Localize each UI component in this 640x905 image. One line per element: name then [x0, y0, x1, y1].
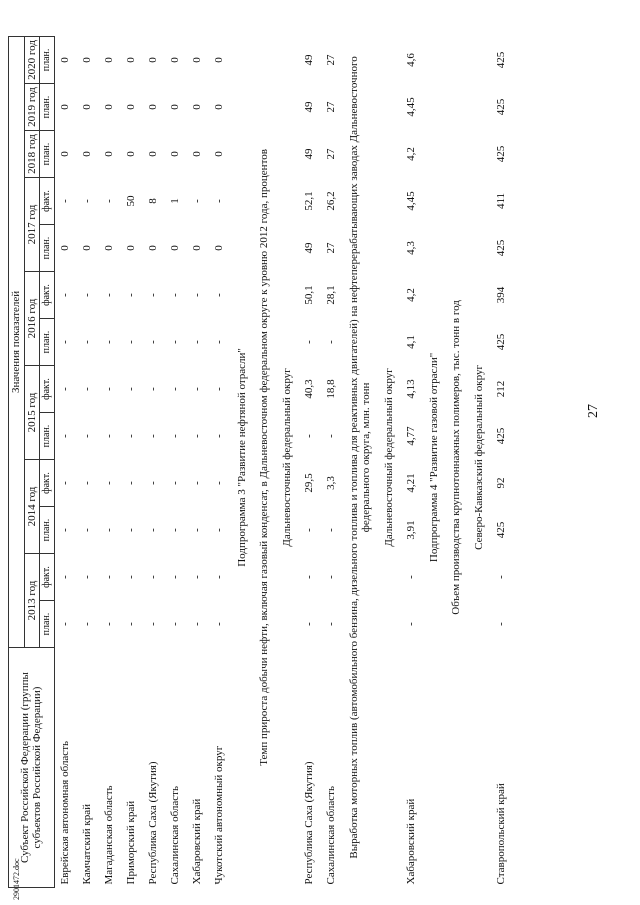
region-name: Республика Саха (Якутия) — [303, 761, 316, 885]
value-cell: - — [495, 622, 508, 626]
value-cell: - — [169, 481, 182, 485]
value-cell: 0 — [147, 151, 160, 157]
region-name: Ставропольский край — [495, 783, 508, 885]
table-row — [299, 27, 321, 887]
value-cell: - — [81, 340, 94, 344]
value-cell: - — [325, 340, 338, 344]
value-cell: - — [325, 575, 338, 579]
value-cell: 4,21 — [405, 473, 418, 493]
value-cell: - — [59, 199, 72, 203]
value-cell: - — [59, 387, 72, 391]
value-cell: - — [103, 434, 116, 438]
value-cell: - — [103, 622, 116, 626]
value-cell: - — [103, 199, 116, 203]
value-cell: 0 — [125, 57, 138, 63]
value-cell: - — [405, 575, 418, 579]
value-cell: - — [191, 481, 204, 485]
value-cell: - — [81, 528, 94, 532]
value-cell: - — [169, 528, 182, 532]
section-heading: Подпрограмма 3 "Развитие нефтяной отрасли" — [235, 348, 248, 567]
value-cell: - — [191, 434, 204, 438]
value-cell: - — [405, 622, 418, 626]
value-cell: - — [147, 575, 160, 579]
value-cell: - — [303, 434, 316, 438]
value-cell: - — [191, 293, 204, 297]
value-cell: 28,1 — [325, 285, 338, 305]
value-cell: - — [103, 293, 116, 297]
value-cell: - — [59, 434, 72, 438]
table-row — [143, 27, 165, 887]
value-cell: 4,77 — [405, 426, 418, 446]
value-cell: 0 — [213, 57, 226, 63]
plan-header: план. — [40, 225, 55, 272]
value-cell: 0 — [103, 57, 116, 63]
value-cell: - — [325, 622, 338, 626]
value-cell: 27 — [325, 54, 338, 66]
section-heading: Северо-Кавказский федеральный округ — [472, 364, 485, 550]
value-cell: 4,1 — [405, 335, 418, 349]
value-cell: - — [191, 199, 204, 203]
year-header: 2014 год — [24, 460, 40, 554]
value-cell: 0 — [147, 245, 160, 251]
value-cell: 4,2 — [405, 147, 418, 161]
year-header: 2018 год — [24, 131, 40, 178]
value-cell: 3,91 — [405, 520, 418, 540]
value-cell: 0 — [59, 151, 72, 157]
value-cell: - — [169, 293, 182, 297]
plan-header: план. — [40, 319, 55, 366]
value-cell: 0 — [81, 151, 94, 157]
section-heading: Объем производства крупнотоннажных полимеров, тыс. тонн в год — [450, 300, 463, 615]
value-cell: 49 — [303, 242, 316, 254]
table-row — [401, 27, 423, 887]
plan-header: план. — [40, 413, 55, 460]
value-cell: - — [81, 434, 94, 438]
value-cell: - — [213, 199, 226, 203]
year-header: 2016 год — [24, 272, 40, 366]
value-cell: - — [169, 622, 182, 626]
value-cell: - — [169, 387, 182, 391]
value-cell: - — [213, 528, 226, 532]
value-cell: - — [59, 340, 72, 344]
value-cell: 425 — [495, 333, 508, 351]
value-cell: - — [213, 340, 226, 344]
year-header: 2013 год — [24, 554, 40, 648]
value-cell: 4,6 — [405, 53, 418, 67]
value-cell: - — [303, 528, 316, 532]
value-cell: 4,45 — [405, 97, 418, 117]
table-row — [165, 27, 187, 887]
value-cell: - — [169, 434, 182, 438]
page-number: 27 — [586, 404, 601, 418]
value-cell: - — [325, 434, 338, 438]
value-cell: - — [303, 340, 316, 344]
year-header: 2019 год — [24, 84, 40, 131]
value-cell: 49 — [303, 101, 316, 113]
value-cell: 425 — [495, 521, 508, 539]
section-heading: Выработка моторных топлив (автомобильного бензина, дизельного топлива и топлива для реактивных двигателей) на нефтеперерабатывающих заводах Дальневосточного федерального округа, млн. тонн — [347, 56, 373, 859]
value-cell: - — [191, 622, 204, 626]
table-row — [99, 27, 121, 887]
value-cell: - — [147, 481, 160, 485]
value-cell: - — [81, 622, 94, 626]
region-name: Хабаровский край — [405, 798, 418, 885]
value-cell: 0 — [191, 151, 204, 157]
section-heading: Темп прироста добычи нефти, включая газовый конденсат, в Дальневосточном федеральном округе к уровню 2012 года, процентов — [258, 149, 271, 766]
value-cell: 425 — [495, 427, 508, 445]
value-cell: 4,13 — [405, 379, 418, 399]
indicators-table — [8, 27, 513, 888]
table-row — [491, 27, 513, 887]
value-cell: - — [59, 622, 72, 626]
values-group-header: Значения показателей — [9, 36, 25, 647]
value-cell: - — [81, 387, 94, 391]
section-heading: Подпрограмма 4 "Развитие газовой отрасли" — [427, 352, 440, 563]
value-cell: 425 — [495, 239, 508, 257]
value-cell: - — [213, 622, 226, 626]
section-heading: Дальневосточный федеральный округ — [382, 368, 395, 547]
value-cell: 0 — [81, 104, 94, 110]
value-cell: 0 — [147, 57, 160, 63]
plan-header: план. — [40, 601, 55, 648]
value-cell: - — [147, 340, 160, 344]
value-cell: 0 — [125, 104, 138, 110]
value-cell: 52,1 — [303, 191, 316, 211]
value-cell: 49 — [303, 54, 316, 66]
year-header: 2017 год — [24, 178, 40, 272]
value-cell: 0 — [191, 245, 204, 251]
value-cell: - — [81, 293, 94, 297]
fact-header: факт. — [40, 460, 55, 507]
value-cell: 411 — [495, 192, 508, 210]
plan-header: план. — [40, 36, 55, 83]
value-cell: 425 — [495, 98, 508, 116]
region-name: Еврейская автономная область — [59, 740, 72, 885]
region-name: Сахалинская область — [169, 786, 182, 885]
value-cell: - — [125, 387, 138, 391]
fact-header: факт. — [40, 366, 55, 413]
value-cell: - — [59, 293, 72, 297]
value-cell: - — [147, 387, 160, 391]
value-cell: 27 — [325, 101, 338, 113]
value-cell: - — [103, 481, 116, 485]
value-cell: - — [81, 199, 94, 203]
value-cell: 425 — [495, 51, 508, 69]
value-cell: 0 — [169, 57, 182, 63]
value-cell: - — [169, 575, 182, 579]
table-row — [321, 27, 343, 887]
subject-column-header: Субъект Российской Федерации (группы субъектов Российской Федерации) — [9, 648, 55, 888]
value-cell: - — [103, 387, 116, 391]
value-cell: 0 — [213, 151, 226, 157]
value-cell: - — [103, 340, 116, 344]
value-cell: 0 — [169, 151, 182, 157]
table-row — [209, 27, 231, 887]
value-cell: - — [213, 481, 226, 485]
value-cell: - — [125, 481, 138, 485]
plan-header: план. — [40, 131, 55, 178]
value-cell: 29,5 — [303, 473, 316, 493]
value-cell: - — [147, 434, 160, 438]
value-cell: - — [125, 293, 138, 297]
table-row — [187, 27, 209, 887]
value-cell: - — [81, 575, 94, 579]
value-cell: - — [59, 528, 72, 532]
region-name: Хабаровский край — [191, 798, 204, 885]
value-cell: 0 — [213, 245, 226, 251]
value-cell: 0 — [191, 57, 204, 63]
region-name: Сахалинская область — [325, 786, 338, 885]
value-cell: 0 — [213, 104, 226, 110]
footer-doc-code: 2901472.doc — [12, 858, 21, 900]
value-cell: - — [103, 528, 116, 532]
year-header: 2020 год — [24, 36, 40, 83]
value-cell: 3,3 — [325, 476, 338, 490]
value-cell: - — [191, 340, 204, 344]
value-cell: 0 — [125, 151, 138, 157]
value-cell: 27 — [325, 148, 338, 160]
value-cell: - — [147, 528, 160, 532]
value-cell: 0 — [59, 57, 72, 63]
value-cell: 0 — [147, 104, 160, 110]
fact-header: факт. — [40, 272, 55, 319]
value-cell: - — [213, 387, 226, 391]
value-cell: 4,2 — [405, 288, 418, 302]
value-cell: - — [125, 340, 138, 344]
value-cell: 50 — [125, 195, 138, 207]
value-cell: 0 — [169, 104, 182, 110]
value-cell: 0 — [103, 151, 116, 157]
value-cell: 27 — [325, 242, 338, 254]
value-cell: - — [191, 575, 204, 579]
region-name: Камчатский край — [81, 804, 94, 885]
value-cell: - — [303, 622, 316, 626]
value-cell: - — [191, 387, 204, 391]
value-cell: 49 — [303, 148, 316, 160]
value-cell: 0 — [59, 245, 72, 251]
value-cell: 0 — [81, 245, 94, 251]
value-cell: - — [125, 575, 138, 579]
region-name: Магаданская область — [103, 785, 116, 885]
value-cell: 18,8 — [325, 379, 338, 399]
value-cell: - — [103, 575, 116, 579]
year-header: 2015 год — [24, 366, 40, 460]
value-cell: - — [325, 528, 338, 532]
value-cell: - — [59, 575, 72, 579]
value-cell: 0 — [169, 245, 182, 251]
value-cell: - — [125, 528, 138, 532]
value-cell: - — [147, 293, 160, 297]
value-cell: 4,45 — [405, 191, 418, 211]
value-cell: - — [125, 622, 138, 626]
value-cell: 394 — [495, 286, 508, 304]
region-name: Приморский край — [125, 800, 138, 885]
value-cell: 8 — [147, 198, 160, 204]
value-cell: 212 — [495, 380, 508, 398]
fact-header: факт. — [40, 178, 55, 225]
value-cell: - — [59, 481, 72, 485]
value-cell: - — [147, 622, 160, 626]
plan-header: план. — [40, 84, 55, 131]
value-cell: 0 — [103, 245, 116, 251]
value-cell: 0 — [81, 57, 94, 63]
fact-header: факт. — [40, 554, 55, 601]
table-row — [121, 27, 143, 887]
value-cell: - — [213, 575, 226, 579]
value-cell: 425 — [495, 145, 508, 163]
value-cell: 40,3 — [303, 379, 316, 399]
value-cell: 92 — [495, 477, 508, 489]
table-row — [77, 27, 99, 887]
table-row — [54, 27, 77, 887]
value-cell: - — [81, 481, 94, 485]
value-cell: - — [213, 293, 226, 297]
value-cell: - — [191, 528, 204, 532]
region-name: Чукотский автономный округ — [213, 745, 226, 885]
value-cell: 0 — [191, 104, 204, 110]
rotated-table-container — [8, 28, 628, 888]
value-cell: 26,2 — [325, 191, 338, 211]
value-cell: - — [303, 575, 316, 579]
section-heading: Дальневосточный федеральный округ — [281, 368, 294, 547]
plan-header: план. — [40, 507, 55, 554]
value-cell: - — [213, 434, 226, 438]
value-cell: 4,3 — [405, 241, 418, 255]
value-cell: 1 — [169, 198, 182, 204]
value-cell: 0 — [125, 245, 138, 251]
value-cell: 50,1 — [303, 285, 316, 305]
value-cell: - — [495, 575, 508, 579]
region-name: Республика Саха (Якутия) — [147, 761, 160, 885]
value-cell: - — [169, 340, 182, 344]
value-cell: 0 — [103, 104, 116, 110]
value-cell: 0 — [59, 104, 72, 110]
value-cell: - — [125, 434, 138, 438]
